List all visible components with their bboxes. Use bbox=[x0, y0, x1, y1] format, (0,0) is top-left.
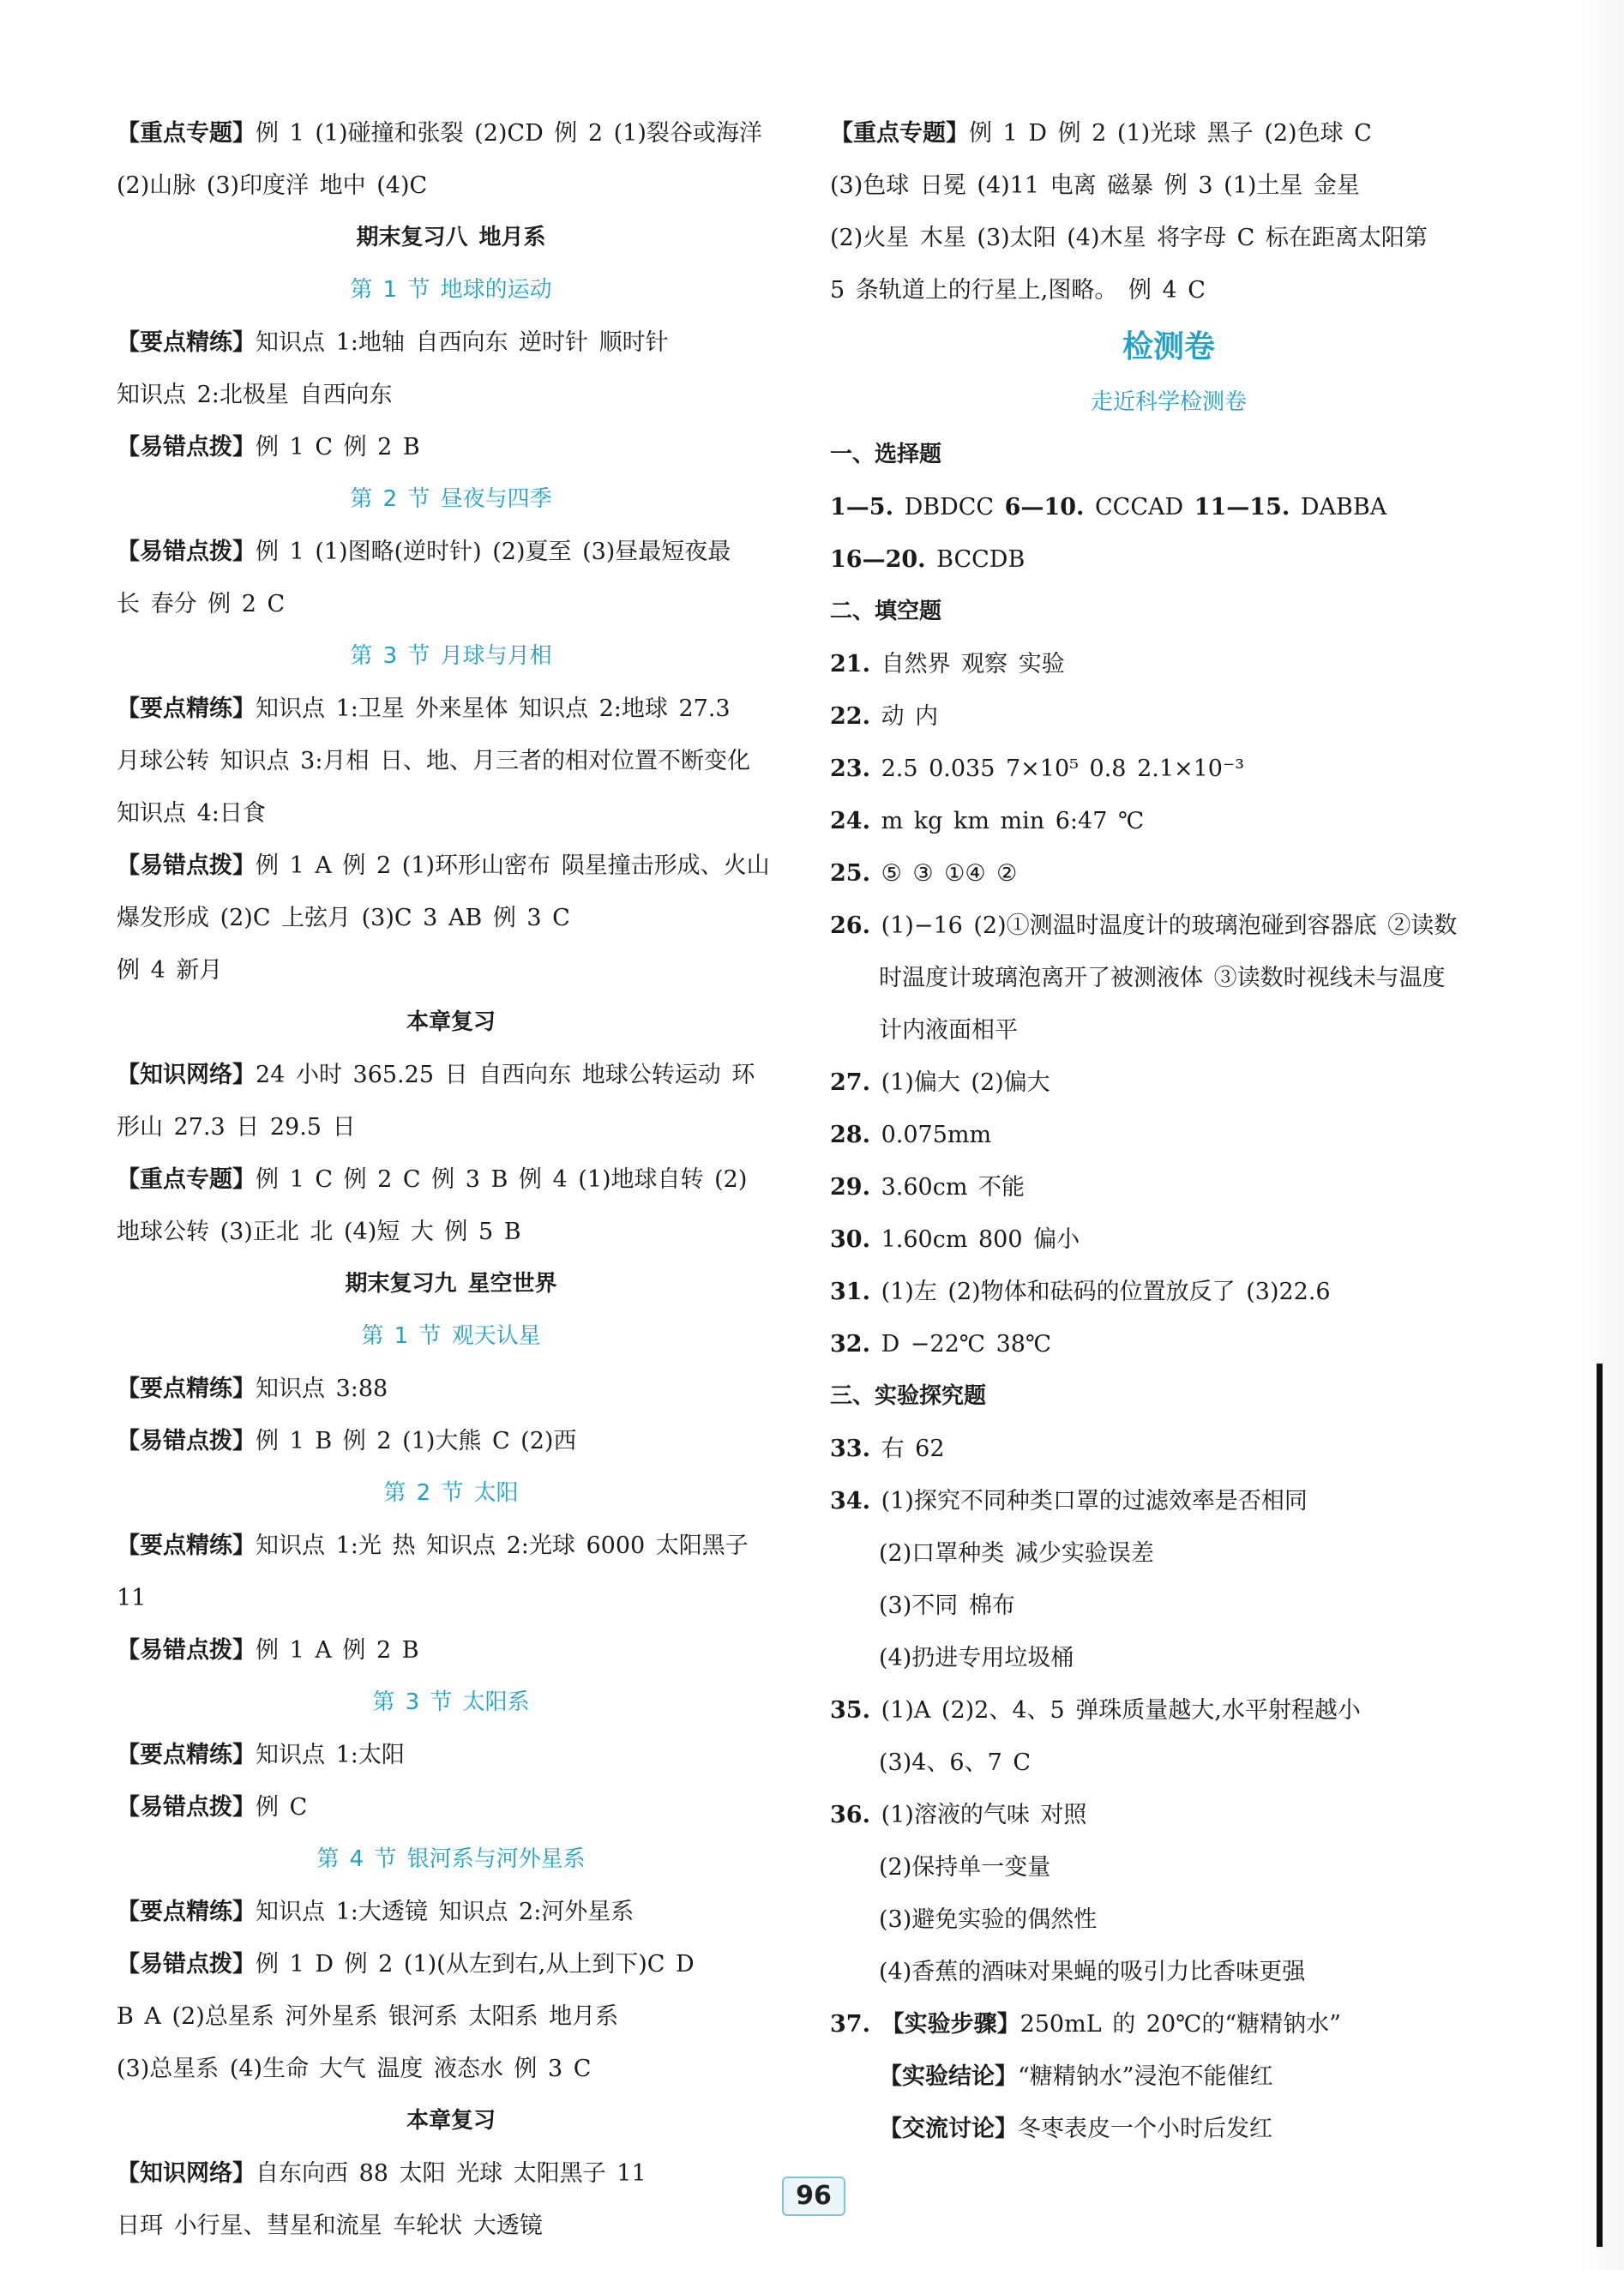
answer-text: 0.075mm bbox=[881, 1122, 992, 1148]
answer-line bbox=[830, 264, 1507, 316]
answer-text: 动 内 bbox=[881, 703, 939, 730]
answer-text: 例 1 (1)图略(逆时针) (2)夏至 (3)昼最短夜最 bbox=[256, 539, 731, 565]
question-number: 36. bbox=[830, 1802, 870, 1828]
answer-text: 右 62 bbox=[881, 1436, 945, 1462]
answer-text: 24 小时 365.25 日 自西向东 地球公转运动 环 bbox=[256, 1062, 755, 1088]
answer-text: 自然界 观察 实验 bbox=[881, 651, 1065, 677]
question-answer-continued bbox=[830, 1632, 1507, 1684]
answer-text: (4)香蕉的酒味对果蝇的吸引力比香味更强 bbox=[879, 1959, 1306, 1985]
answer-line bbox=[117, 107, 785, 160]
section-heading: 第 2 节 太阳 bbox=[383, 1480, 519, 1506]
answer-line bbox=[117, 1886, 785, 1938]
answer-text: 例 1 A 例 2 (1)环形山密布 陨星撞击形成、火山 bbox=[256, 852, 770, 879]
answer-line bbox=[830, 107, 1507, 160]
answer-text: ⑤ ③ ①④ ② bbox=[881, 860, 1018, 887]
question-answer bbox=[830, 690, 1507, 743]
section-tag: 【重点专题】 bbox=[117, 1166, 256, 1193]
section-tag: 【易错点拨】 bbox=[117, 434, 256, 461]
question-number: 26. bbox=[830, 912, 870, 939]
question-answer bbox=[830, 1998, 1507, 2050]
answer-text: B A (2)总星系 河外星系 银河系 太阳系 地月系 bbox=[117, 2003, 619, 2030]
answer-text: 3.60cm 不能 bbox=[881, 1174, 1026, 1201]
question-number: 23. bbox=[830, 756, 870, 782]
question-number: 37. bbox=[830, 2011, 870, 2038]
answer-text: 冬枣表皮一个小时后发红 bbox=[1018, 2116, 1272, 2142]
answer-text: 例 1 C 例 2 C 例 3 B 例 4 (1)地球自转 (2) bbox=[256, 1166, 748, 1193]
answer-text: 知识点 4:日食 bbox=[117, 800, 266, 827]
question-answer bbox=[830, 1318, 1507, 1370]
section-tag: 【易错点拨】 bbox=[117, 539, 256, 565]
answer-line bbox=[117, 1938, 785, 1990]
section-tag: 【要点精练】 bbox=[117, 1899, 256, 1925]
answer-text: (1)探究不同种类口罩的过滤效率是否相同 bbox=[881, 1488, 1308, 1514]
left-column bbox=[117, 107, 785, 2252]
answer-text: 爆发形成 (2)C 上弦月 (3)C 3 AB 例 3 C bbox=[117, 905, 570, 931]
question-answer-continued bbox=[830, 2050, 1507, 2103]
answer-text: (2)火星 木星 (3)太阳 (4)木星 将字母 C 标在距离太阳第 bbox=[830, 225, 1428, 251]
question-number: 35. bbox=[830, 1697, 870, 1724]
question-answer-continued bbox=[830, 1580, 1507, 1632]
answer-line bbox=[117, 944, 785, 997]
answer-text: 例 1 A 例 2 B bbox=[256, 1637, 419, 1664]
question-number: 29. bbox=[830, 1174, 870, 1201]
answer-line bbox=[117, 892, 785, 944]
section-heading: 第 1 节 地球的运动 bbox=[350, 277, 552, 303]
question-number: 25. bbox=[830, 860, 870, 887]
answer-text: (4)扔进专用垃圾桶 bbox=[879, 1645, 1074, 1671]
answer-text: (2)山脉 (3)印度洋 地中 (4)C bbox=[117, 172, 428, 199]
question-answer-continued bbox=[830, 1737, 1507, 1789]
answer-text: 2.5 0.035 7×10⁵ 0.8 2.1×10⁻³ bbox=[881, 756, 1245, 782]
answer-text: (2)口罩种类 减少实验误差 bbox=[879, 1540, 1154, 1567]
answer-text: 知识点 1:大透镜 知识点 2:河外星系 bbox=[256, 1899, 635, 1925]
answer-line bbox=[117, 735, 785, 787]
question-answer bbox=[830, 847, 1507, 900]
section-tag: 【知识网络】 bbox=[117, 2160, 256, 2187]
review-heading: 期末复习九 星空世界 bbox=[345, 1271, 557, 1297]
answer-text: 计内液面相平 bbox=[879, 1017, 1018, 1044]
question-number: 34. bbox=[830, 1488, 870, 1514]
question-answer-continued bbox=[830, 952, 1507, 1004]
answer-text: 例 1 D 例 2 (1)(从左到右,从上到下)C D bbox=[256, 1951, 695, 1978]
question-answer bbox=[830, 743, 1507, 795]
answer-line bbox=[117, 1572, 785, 1624]
answer-text: (1)A (2)2、4、5 弹珠质量越大,水平射程越小 bbox=[881, 1697, 1361, 1724]
right-column bbox=[830, 107, 1507, 2155]
answer-text: 例 4 新月 bbox=[117, 957, 223, 984]
answer-text: 自东向西 88 太阳 光球 太阳黑子 11 bbox=[256, 2160, 647, 2187]
answer-text: 知识点 3:88 bbox=[256, 1376, 388, 1402]
answer-line bbox=[117, 421, 785, 473]
question-answer-continued bbox=[830, 1527, 1507, 1580]
question-number: 11—15. bbox=[1194, 494, 1290, 521]
answer-text: 例 C bbox=[256, 1794, 308, 1821]
answer-text: 11 bbox=[117, 1585, 147, 1611]
answer-line bbox=[117, 160, 785, 212]
answer-text: (3)避免实验的偶然性 bbox=[879, 1906, 1098, 1933]
section-tag: 【重点专题】 bbox=[830, 120, 969, 147]
answer-text: m kg km min 6:47 ℃ bbox=[881, 808, 1145, 834]
page-number: 96 bbox=[782, 2177, 845, 2216]
answer-text: 形山 27.3 日 29.5 日 bbox=[117, 1114, 356, 1141]
section-tag: 【要点精练】 bbox=[117, 1376, 256, 1402]
answer-text: 长 春分 例 2 C bbox=[117, 591, 286, 617]
question-answer bbox=[830, 1213, 1507, 1266]
answer-line bbox=[117, 1415, 785, 1467]
binding-edge bbox=[1597, 1364, 1603, 2247]
answer-text: CCCAD bbox=[1095, 494, 1184, 521]
question-number: 33. bbox=[830, 1436, 870, 1462]
answer-text: 知识点 1:地轴 自西向东 逆时针 顺时针 bbox=[256, 329, 669, 356]
answer-text: (1)溶液的气味 对照 bbox=[881, 1802, 1087, 1828]
answer-text: BCCDB bbox=[936, 546, 1026, 573]
answer-text: (3)总星系 (4)生命 大气 温度 液态水 例 3 C bbox=[117, 2056, 592, 2082]
question-answer-continued bbox=[830, 1894, 1507, 1946]
section-tag: 【实验结论】 bbox=[879, 2063, 1018, 2090]
answer-text: 例 1 B 例 2 (1)大熊 C (2)西 bbox=[256, 1428, 577, 1454]
review-heading: 本章复习 bbox=[406, 1009, 496, 1035]
question-type-heading: 二、填空题 bbox=[830, 599, 942, 624]
answer-text: 5 条轨道上的行星上,图略。 例 4 C bbox=[830, 277, 1206, 304]
answer-line bbox=[117, 1153, 785, 1206]
answer-text: 例 1 D 例 2 (1)光球 黑子 (2)色球 C bbox=[969, 120, 1372, 147]
answer-line bbox=[117, 1049, 785, 1101]
section-tag: 【知识网络】 bbox=[117, 1062, 256, 1088]
section-tag: 【交流讨论】 bbox=[879, 2116, 1018, 2142]
answer-line bbox=[117, 1990, 785, 2043]
answer-text: 知识点 2:北极星 自西向东 bbox=[117, 382, 393, 408]
section-tag: 【易错点拨】 bbox=[117, 1637, 256, 1664]
question-answer bbox=[830, 1161, 1507, 1213]
answer-text: (2)保持单一变量 bbox=[879, 1854, 1051, 1881]
question-answer bbox=[830, 1266, 1507, 1318]
test-paper-subtitle: 走近科学检测卷 bbox=[1090, 389, 1247, 415]
answer-line bbox=[117, 787, 785, 840]
answer-line bbox=[117, 1101, 785, 1153]
answer-text: DABBA bbox=[1300, 494, 1387, 521]
answer-line bbox=[830, 212, 1507, 264]
section-tag: 【要点精练】 bbox=[117, 1742, 256, 1768]
section-heading: 第 2 节 昼夜与四季 bbox=[350, 486, 552, 512]
answer-line bbox=[830, 160, 1507, 212]
section-heading: 第 4 节 银河系与河外星系 bbox=[316, 1846, 586, 1872]
question-answer bbox=[830, 795, 1507, 847]
answer-text: (3)不同 棉布 bbox=[879, 1593, 1015, 1619]
review-heading: 期末复习八 地月系 bbox=[356, 225, 546, 250]
review-heading: 本章复习 bbox=[406, 2108, 496, 2134]
section-tag: 【易错点拨】 bbox=[117, 1428, 256, 1454]
answer-text: 知识点 1:卫星 外来星体 知识点 2:地球 27.3 bbox=[256, 695, 731, 722]
answer-text: 月球公转 知识点 3:月相 日、地、月三者的相对位置不断变化 bbox=[117, 748, 751, 774]
question-answer bbox=[830, 1057, 1507, 1109]
answer-line bbox=[117, 683, 785, 735]
question-type-heading: 一、选择题 bbox=[830, 442, 942, 467]
section-tag: 【易错点拨】 bbox=[117, 1794, 256, 1821]
question-answer bbox=[830, 533, 1507, 586]
question-answer bbox=[830, 1789, 1507, 1841]
question-number: 24. bbox=[830, 808, 870, 834]
answer-text: (1)−16 (2)①测温时温度计的玻璃泡碰到容器底 ②读数 bbox=[881, 912, 1458, 939]
section-heading: 第 3 节 太阳系 bbox=[372, 1689, 530, 1715]
answer-line bbox=[117, 1520, 785, 1572]
question-number: 32. bbox=[830, 1331, 870, 1358]
question-answer bbox=[830, 900, 1507, 952]
section-tag: 【易错点拨】 bbox=[117, 1951, 256, 1978]
section-heading: 第 3 节 月球与月相 bbox=[350, 643, 552, 669]
answer-text: “糖精钠水”浸泡不能催红 bbox=[1018, 2063, 1273, 2090]
answer-line bbox=[117, 2147, 785, 2200]
answer-line bbox=[117, 1781, 785, 1833]
answer-line bbox=[117, 369, 785, 421]
answer-line bbox=[117, 316, 785, 369]
answer-text: DBDCC bbox=[904, 494, 995, 521]
test-paper-title: 检测卷 bbox=[1122, 328, 1215, 364]
question-number: 22. bbox=[830, 703, 870, 730]
answer-line bbox=[117, 526, 785, 578]
question-number: 1—5. bbox=[830, 494, 893, 521]
section-tag: 【要点精练】 bbox=[117, 329, 256, 356]
question-number: 6—10. bbox=[1004, 494, 1085, 521]
question-number: 30. bbox=[830, 1226, 870, 1253]
question-answer bbox=[830, 1684, 1507, 1737]
question-answer bbox=[830, 638, 1507, 690]
answer-text: 1.60cm 800 偏小 bbox=[881, 1226, 1080, 1253]
answer-line bbox=[117, 578, 785, 630]
question-number: 31. bbox=[830, 1279, 870, 1305]
answer-text: (1)偏大 (2)偏大 bbox=[881, 1069, 1050, 1096]
section-tag: 【重点专题】 bbox=[117, 120, 256, 147]
section-tag: 【易错点拨】 bbox=[117, 852, 256, 879]
answer-line bbox=[117, 1206, 785, 1258]
question-number: 16—20. bbox=[830, 546, 926, 573]
answer-text: 知识点 1:太阳 bbox=[256, 1742, 405, 1768]
answer-text: D −22℃ 38℃ bbox=[881, 1331, 1052, 1358]
answer-line bbox=[117, 1729, 785, 1781]
answer-text: (1)左 (2)物体和砝码的位置放反了 (3)22.6 bbox=[881, 1279, 1331, 1305]
question-number: 28. bbox=[830, 1122, 870, 1148]
answer-text: 例 1 (1)碰撞和张裂 (2)CD 例 2 (1)裂谷或海洋 bbox=[256, 120, 762, 147]
question-answer bbox=[830, 1109, 1507, 1161]
question-answer bbox=[830, 1423, 1507, 1475]
answer-line bbox=[117, 1363, 785, 1415]
section-tag: 【要点精练】 bbox=[117, 1532, 256, 1559]
question-answer bbox=[830, 1475, 1507, 1527]
answer-line bbox=[117, 840, 785, 892]
question-number: 21. bbox=[830, 651, 870, 677]
answer-text: 日珥 小行星、彗星和流星 车轮状 大透镜 bbox=[117, 2213, 543, 2239]
answer-text: 时温度计玻璃泡离开了被测液体 ③读数时视线未与温度 bbox=[879, 965, 1446, 991]
answer-text: 例 1 C 例 2 B bbox=[256, 434, 420, 461]
section-tag: 【要点精练】 bbox=[117, 695, 256, 722]
answer-text: (3)4、6、7 C bbox=[879, 1749, 1032, 1776]
section-tag: 【实验步骤】 bbox=[881, 2011, 1020, 2038]
question-number: 27. bbox=[830, 1069, 870, 1096]
answer-text: 地球公转 (3)正北 北 (4)短 大 例 5 B bbox=[117, 1219, 521, 1245]
answer-text: 知识点 1:光 热 知识点 2:光球 6000 太阳黑子 bbox=[256, 1532, 749, 1559]
answer-text: 250mL 的 20℃的“糖精钠水” bbox=[1020, 2011, 1341, 2038]
question-answer-continued bbox=[830, 1004, 1507, 1057]
question-answer-continued bbox=[830, 1946, 1507, 1998]
question-answer-continued bbox=[830, 2103, 1507, 2155]
answer-line bbox=[117, 1624, 785, 1677]
question-answer bbox=[830, 481, 1507, 533]
question-type-heading: 三、实验探究题 bbox=[830, 1383, 987, 1409]
section-heading: 第 1 节 观天认星 bbox=[361, 1323, 541, 1349]
answer-line bbox=[117, 2200, 785, 2252]
answer-text: (3)色球 日冕 (4)11 电离 磁暴 例 3 (1)土星 金星 bbox=[830, 172, 1360, 199]
answer-line bbox=[117, 2043, 785, 2095]
question-answer-continued bbox=[830, 1841, 1507, 1894]
